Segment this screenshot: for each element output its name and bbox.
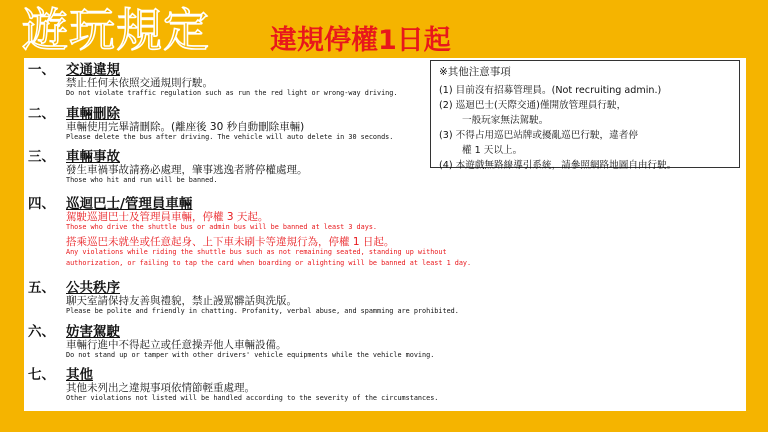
rule-text-en: Do not violate traffic regulation such as run the red light or wrong-way driving. [66, 89, 398, 97]
notes-box [430, 60, 740, 171]
rule-text-en: Those who drive the shuttle bus or admin bus will be banned at least 3 days. [66, 223, 377, 231]
notes-item: 一般玩家無法駕駛。 [462, 115, 549, 126]
rule-number: 四、 [28, 196, 55, 212]
rule-heading: 車輛事故 [66, 149, 120, 165]
rule-heading: 妨害駕駛 [66, 324, 120, 340]
rule-text-en: Do not stand up or tamper with other drivers' vehicle equipments while the vehicle moving. [66, 351, 435, 359]
notes-item: (2) 巡迴巴士(天際交通)僅開放管理員行駛， [439, 100, 627, 111]
rule-text-en: Please be polite and friendly in chatting. Profanity, verbal abuse, and spamming are prohibited. [66, 307, 459, 315]
rule-heading: 交通違規 [66, 62, 120, 78]
page-subtitle: 違規停權1日起 [270, 25, 451, 56]
rule-text-zh: 禁止任何未依照交通規則行駛。 [66, 77, 213, 89]
rule-text-zh: 其他未列出之違規事項依情節輕重處理。 [66, 382, 255, 394]
rule-number: 三、 [28, 149, 55, 165]
rule-text-zh: 搭乘巡巴未就坐或任意起身、上下車未刷卡等違規行為，停權 1 日起。 [66, 236, 395, 248]
notes-title: ※其他注意事項 [439, 66, 511, 78]
rule-number: 六、 [28, 324, 55, 340]
page-title: 遊玩規定 [22, 3, 210, 57]
rule-text-zh: 駕駛巡迴巴士及管理員車輛，停權 3 天起。 [66, 211, 269, 223]
notes-item: (4) 本遊戲無路線導引系統，請參照網路地圖自由行駛。 [439, 160, 677, 171]
rule-text-zh: 車輛使用完畢請刪除。(離座後 30 秒自動刪除車輛) [66, 121, 305, 133]
rule-number: 七、 [28, 367, 55, 383]
rule-heading: 公共秩序 [66, 280, 120, 296]
rule-text-zh: 車輛行進中不得起立或任意操弄他人車輛設備。 [66, 339, 287, 351]
rule-text-en: Any violations while riding the shuttle bus such as not remaining seated, standing up without [66, 248, 447, 256]
rule-number: 二、 [28, 106, 55, 122]
rule-text-en: authorization, or failing to tap the card when boarding or alighting will be banned at least 1 day. [66, 259, 472, 267]
rules-panel [24, 58, 746, 411]
rule-text-en: Please delete the bus after driving. The vehicle will auto delete in 30 seconds. [66, 133, 394, 141]
notes-item: (1) 目前沒有招募管理員。(Not recruiting admin.) [439, 85, 662, 96]
rule-heading: 車輛刪除 [66, 106, 120, 122]
notes-item: 權 1 天以上。 [462, 145, 523, 156]
rule-heading: 其他 [66, 367, 93, 383]
rule-text-en: Those who hit and run will be banned. [66, 176, 218, 184]
rule-number: 一、 [28, 62, 55, 78]
rule-heading: 巡迴巴士/管理員車輛 [66, 196, 193, 212]
rule-text-zh: 發生車禍事故請務必處理，肇事逃逸者將停權處理。 [66, 164, 308, 176]
notes-item: (3) 不得占用巡巴站牌或擾亂巡巴行駛，違者停 [439, 130, 638, 141]
rule-text-zh: 聊天室請保持友善與禮貌，禁止謾罵髒話與洗版。 [66, 295, 297, 307]
rule-number: 五、 [28, 280, 55, 296]
rule-text-en: Other violations not listed will be handled according to the severity of the circumstances. [66, 394, 439, 402]
